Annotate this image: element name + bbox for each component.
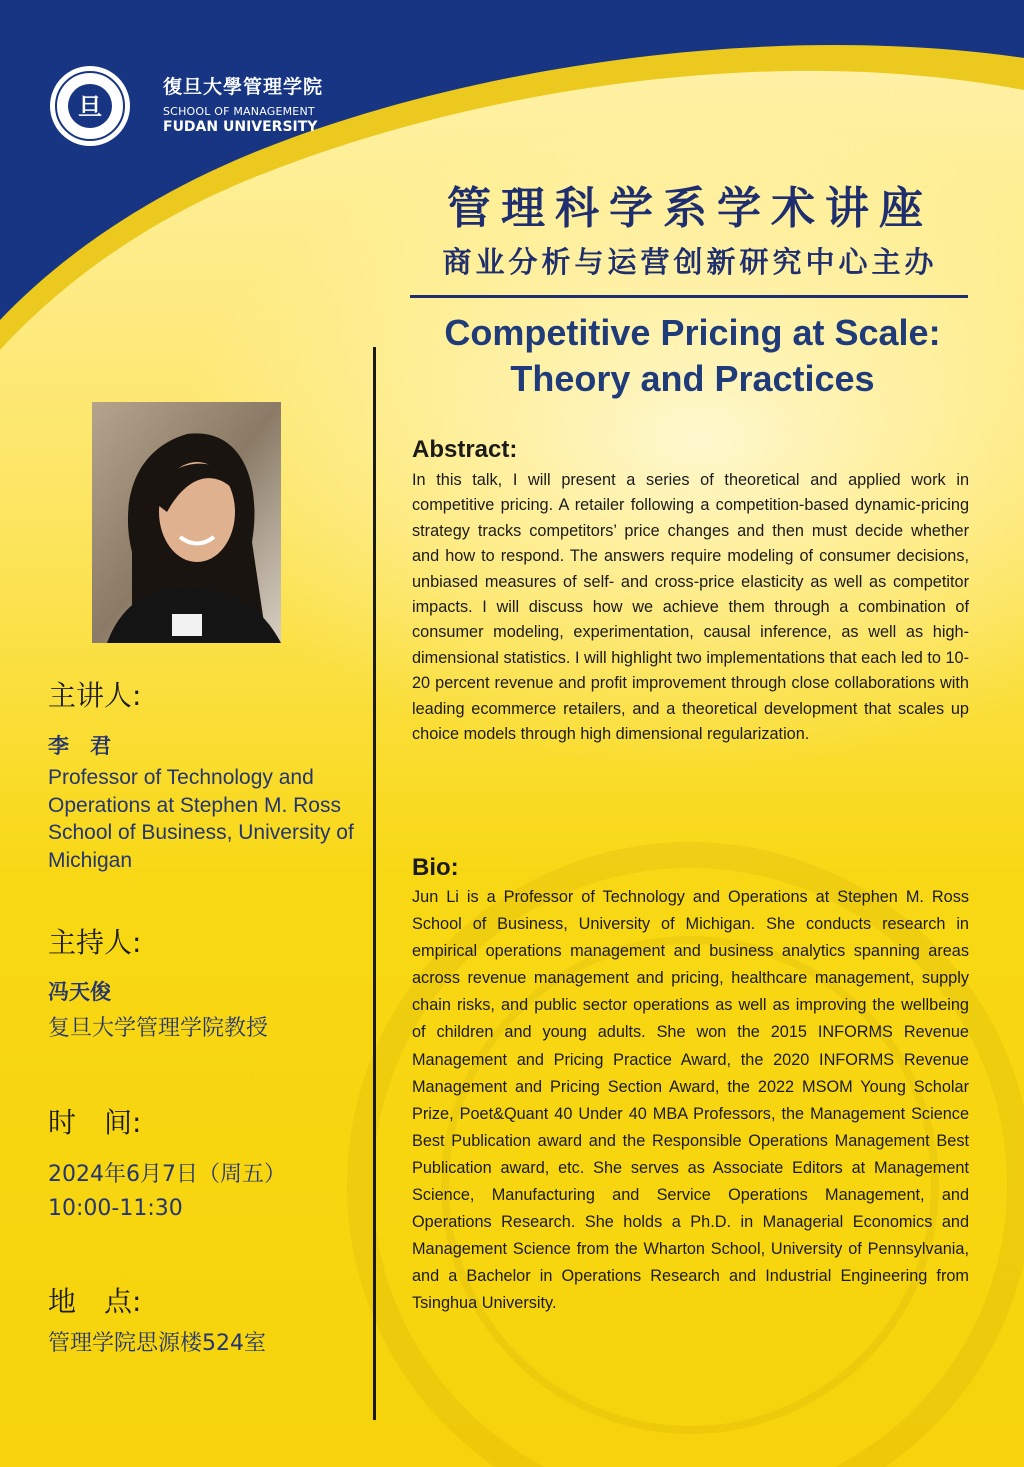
speaker-photo [92, 402, 281, 643]
column-divider [373, 347, 376, 1420]
event-date: 2024年6月7日（周五） [48, 1162, 286, 1187]
svg-text:旦: 旦 [78, 92, 102, 121]
time-label: 时 间: [48, 1106, 142, 1139]
school-name-en-line1: SCHOOL OF MANAGEMENT [163, 105, 315, 118]
school-logo-text [163, 72, 323, 135]
school-name-cn: 復旦大學管理学院 [163, 76, 324, 98]
organizer-line: 商业分析与运营创新研究中心主办 [442, 245, 938, 279]
school-name-en-line2: FUDAN UNIVERSITY [163, 119, 318, 135]
header-rule [410, 295, 968, 298]
fudan-emblem-icon [48, 64, 132, 148]
abstract-heading: Abstract: [412, 436, 518, 463]
host-label: 主持人: [48, 926, 142, 959]
event-hours: 10:00-11:30 [48, 1196, 183, 1221]
speaker-name: 李 君 [48, 734, 111, 758]
event-location: 管理学院思源楼524室 [48, 1331, 266, 1356]
location-label: 地 点: [48, 1285, 142, 1318]
lecture-series-title: 管理科学系学术讲座 [447, 183, 933, 234]
speaker-affiliation: Professor of Technology and Operations at Stephen M. Ross School of Business, University of Michigan [48, 766, 354, 872]
abstract-text: In this talk, I will present a series of theoretical and applied work in competitive pricing. A retailer following a competition-based dynamic-pricing strategy tracks competitors’ price changes and then must decide whether and how to respond. The answers require modeling of consumer decisions, unbiased measures of self- and cross-price elasticity as well as competitor impacts. I will discuss how we achieve them through a combination of consumer modeling, experimentation, causal inference, as well as high-dimensional statistics. I will highlight two implementations that each led to 10-20 percent revenue and profit improvement through close collaborations with leading ecommerce retailers, and a theoretical development that scales up choice models through high dimensional regularization. [412, 471, 969, 744]
speaker-label: 主讲人: [48, 679, 142, 712]
host-name: 冯天俊 [48, 980, 111, 1004]
talk-title: Competitive Pricing at Scale: Theory and Practices [444, 312, 941, 399]
bio-text: Jun Li is a Professor of Technology and Operations at Stephen M. Ross School of Business, University of Michigan. She conducts research in empirical operations management and business analytics spanning areas across revenue management and pricing, healthcare management, supply chain risks, and public sector operations as well as improving the wellbeing of children and young adults. She won the 2015 INFORMS Revenue Management and Pricing Practice Award, the 2020 INFORMS Revenue Management and Pricing Section Award, the 2022 MSOM Young Scholar Prize, Poet&Quant 40 Under 40 MBA Professors, the Management Science Best Publication award and the Responsible Operations Management Best Publication award, etc. She serves as Associate Editors at Management Science, Manufacturing and Service Operations Management, and Operations Research. She holds a Ph.D. in Managerial Economics and Management Science from the Wharton School, University of Pennsylvania, and a Bachelor in Operations Research and Industrial Engineering from Tsinghua University. [412, 888, 969, 1313]
host-title: 复旦大学管理学院教授 [48, 1016, 269, 1041]
bio-heading: Bio: [412, 854, 459, 881]
